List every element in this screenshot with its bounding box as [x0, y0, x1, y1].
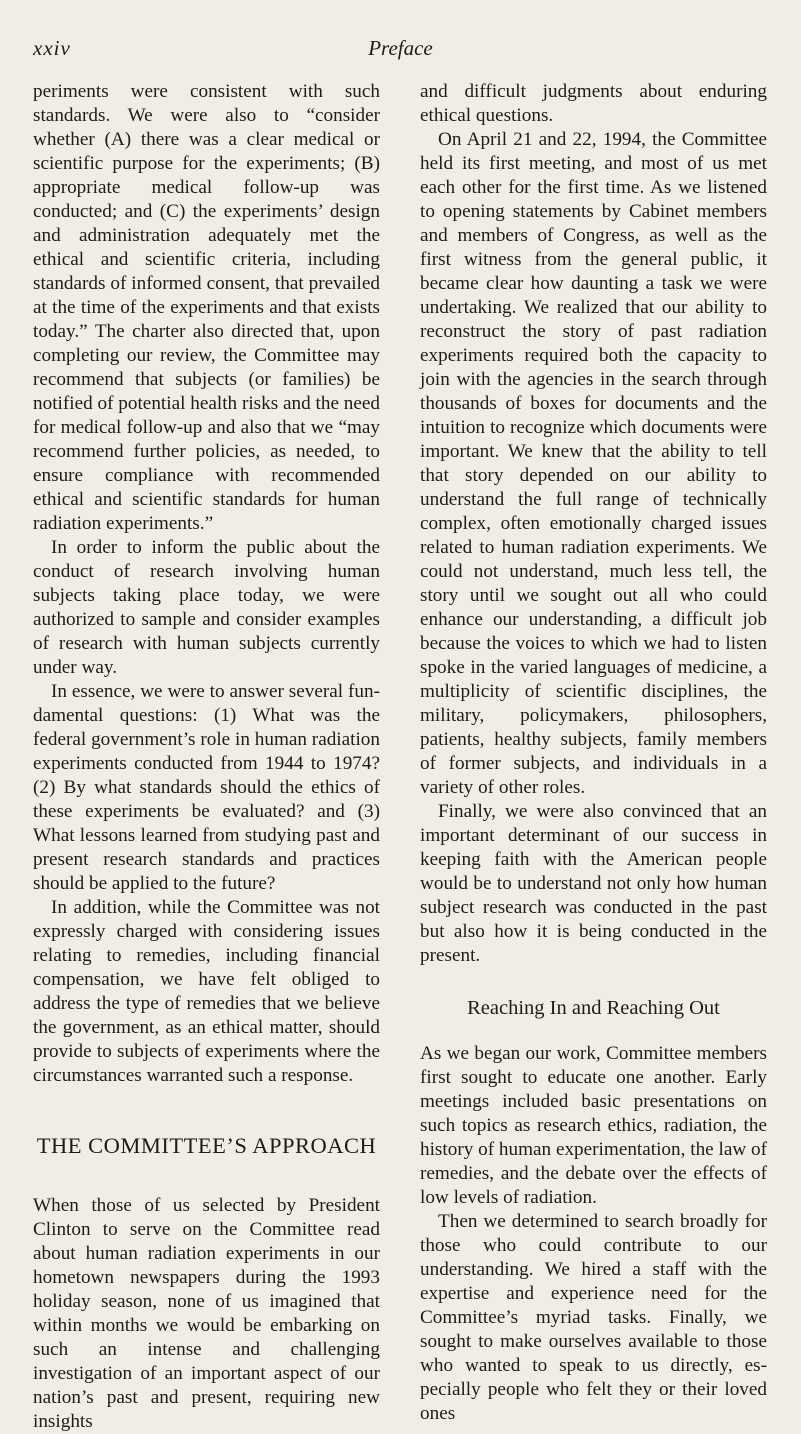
paragraph: In order to inform the public about the conduct of research involving human subjects taking place today, we were authorized to sample and consider examples of research with human subjects currently under way. — [33, 537, 380, 678]
paragraph: As we began our work, Committee members first sought to educate one another. Early meetings included basic presentations on such topics as research ethics, radiation, the history of human experimentation, the law of remedies, and the debate over the effects of low levels of radiation. — [420, 1043, 767, 1208]
page-number: xxiv — [33, 36, 71, 60]
paragraph: In addition, while the Committee was not expressly charged with considering issues relating to remedies, including financial compensation, we have felt obliged to address the type of remedies that we believe the government, as an ethical matter, should provide to subjects of experiments where the circumstances warranted such a response. — [33, 897, 380, 1086]
section-heading: THE COMMITTEE’S APPROACH — [36, 1133, 377, 1158]
subsection-heading: Reaching In and Reaching Out — [467, 997, 720, 1019]
paragraph: Finally, we were also convinced that an important determinant of our success in keeping faith with the American people would be to understand not only how human subject research was conducted in the past but also how it is being conducted in the present. — [420, 801, 767, 966]
paragraph: On April 21 and 22, 1994, the Committee held its first meeting, and most of us met each other for the first time. As we listened to opening statements by Cabinet members and members of Congress, as well as the first witness from the general public, it became clear how daunting a task we were undertaking. We realized that our ability to reconstruct the story of past radiation experiments required both the capacity to join with the agencies in the search through thousands of boxes for documents and the intuition to recognize which documents were important. We knew that the ability to tell that story depended on our ability to understand the full range of technically complex, often emotionally charged issues related to human radiation experiments. We could not understand, much less tell, the story until we sought out all who could enhance our understanding, a difficult job because the voices to which we had to listen spoke in the varied languages of medicine, a multiplicity of scientific disciplines, the military, policymakers, philosophers, patients, healthy subjects, family members of former subjects, and individuals in a variety of other roles. — [420, 129, 767, 798]
paragraph: Then we determined to search broadly for those who could contribute to our understanding. We hired a staff with the expertise and experience need for the Committee’s myriad tasks. Finally, we sought to make ourselves available to those who wanted to speak to us directly, especially people who felt they or their loved ones — [420, 1211, 767, 1424]
paragraph: In essence, we were to answer several fundamental questions: (1) What was the federal government’s role in human radiation experiments conducted from 1944 to 1974? (2) By what standards should the ethics of these experiments be evaluated? and (3) What lessons learned from studying past and present research standards and practices should be applied to the future? — [33, 681, 380, 894]
running-head — [0, 36, 801, 66]
left-column — [33, 80, 380, 1434]
paragraph: When those of us selected by President Clinton to serve on the Committee read about human radiation experiments in our hometown newspapers during the 1993 holiday season, none of us imagined that within months we would be embarking on such an intense and challenging investigation of an important aspect of our nation’s past and present, requiring new insights — [33, 1195, 380, 1432]
running-title: Preface — [368, 36, 433, 60]
right-column — [420, 80, 767, 1426]
paragraph: and difficult judgments about enduring ethical questions. — [420, 81, 767, 126]
paragraph: periments were consistent with such standards. We were also to “consider whether (A) there was a clear medical or scientific purpose for the experiments; (B) appropriate medical follow-up was conducted; and (C) the experiments’ design and administration adequately met the ethical and scientific criteria, including standards of informed consent, that prevailed at the time of the experiments and that exists today.” The charter also directed that, upon completing our review, the Committee may recommend that subjects (or families) be notified of potential health risks and the need for medical follow-up and also that we “may recommend further policies, as needed, to ensure compliance with recommended ethical and scientific standards for human radiation experiments.” — [33, 81, 380, 534]
